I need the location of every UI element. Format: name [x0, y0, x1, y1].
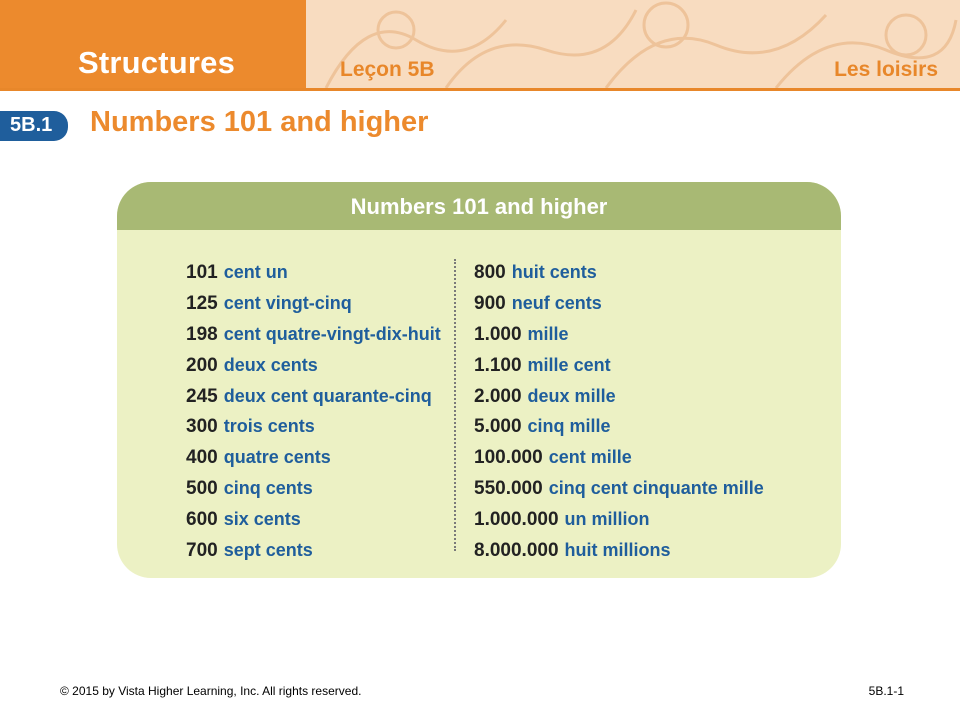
number-value: 198: [186, 323, 218, 345]
list-item: [474, 319, 764, 350]
number-word: six cents: [223, 509, 301, 530]
header-rule: [0, 88, 960, 91]
list-item: [186, 257, 441, 288]
list-item: [474, 535, 764, 566]
number-word: mille: [527, 323, 569, 344]
list-item: [474, 381, 764, 412]
list-item: [186, 473, 441, 504]
number-word: deux cents: [223, 354, 318, 375]
number-value: 1.000: [474, 323, 522, 345]
number-word: un million: [564, 509, 650, 530]
number-word: neuf cents: [511, 292, 602, 313]
list-item: [186, 504, 441, 535]
header-title: Structures: [78, 45, 236, 80]
number-word: trois cents: [223, 416, 315, 437]
number-value: 2.000: [474, 385, 522, 407]
number-value: 550.000: [474, 478, 543, 500]
copyright-notice: © 2015 by Vista Higher Learning, Inc. All rights reserved.: [60, 684, 362, 698]
number-value: 1.100: [474, 354, 522, 376]
numbers-column-right: [474, 257, 764, 566]
number-value: 900: [474, 292, 506, 314]
number-word: cinq mille: [527, 416, 611, 437]
list-item: [474, 504, 764, 535]
list-item: [186, 535, 441, 566]
list-item: [186, 411, 441, 442]
number-word: sept cents: [223, 540, 313, 561]
number-value: 500: [186, 478, 218, 500]
number-word: mille cent: [527, 354, 611, 375]
number-value: 8.000.000: [474, 540, 559, 562]
number-value: 700: [186, 540, 218, 562]
number-word: huit cents: [511, 262, 597, 282]
list-item: [186, 381, 441, 412]
column-divider: [454, 259, 456, 551]
numbers-table-header: [117, 182, 841, 230]
number-word: cinq cent cinquante mille: [548, 478, 764, 499]
slide-number: 5B.1-1: [868, 684, 904, 698]
header-theme: Les loisirs: [834, 58, 938, 81]
number-value: 200: [186, 354, 218, 376]
list-item: [474, 288, 764, 319]
number-value: 800: [474, 262, 506, 283]
list-item: [186, 288, 441, 319]
number-value: 245: [186, 385, 218, 407]
list-item: [474, 350, 764, 381]
numbers-table-title: Numbers 101 and higher: [350, 194, 608, 219]
list-item: [474, 411, 764, 442]
list-item: [186, 319, 441, 350]
number-value: 5.000: [474, 416, 522, 438]
number-value: 300: [186, 416, 218, 438]
number-word: cent un: [223, 262, 288, 282]
number-value: 100.000: [474, 447, 543, 469]
numbers-table: [117, 182, 841, 578]
number-value: 125: [186, 292, 218, 314]
list-item: [186, 442, 441, 473]
number-word: cinq cents: [223, 478, 313, 499]
number-word: deux mille: [527, 385, 616, 406]
number-value: 101: [186, 262, 218, 283]
list-item: [474, 473, 764, 504]
section-title: Numbers 101 and higher: [90, 106, 429, 138]
section-number: 5B.1: [10, 114, 53, 136]
number-value: 400: [186, 447, 218, 469]
numbers-column-left: [186, 257, 441, 566]
list-item: [186, 350, 441, 381]
number-word: cent vingt-cinq: [223, 292, 352, 313]
number-word: deux cent quarante-cinq: [223, 385, 432, 406]
number-word: huit millions: [564, 540, 671, 561]
list-item: [474, 442, 764, 473]
number-word: cent mille: [548, 447, 632, 468]
list-item: [474, 257, 764, 288]
number-value: 600: [186, 509, 218, 531]
number-value: 1.000.000: [474, 509, 559, 531]
header-lesson: Leçon 5B: [340, 58, 435, 81]
number-word: cent quatre-vingt-dix-huit: [223, 323, 441, 344]
number-word: quatre cents: [223, 447, 331, 468]
